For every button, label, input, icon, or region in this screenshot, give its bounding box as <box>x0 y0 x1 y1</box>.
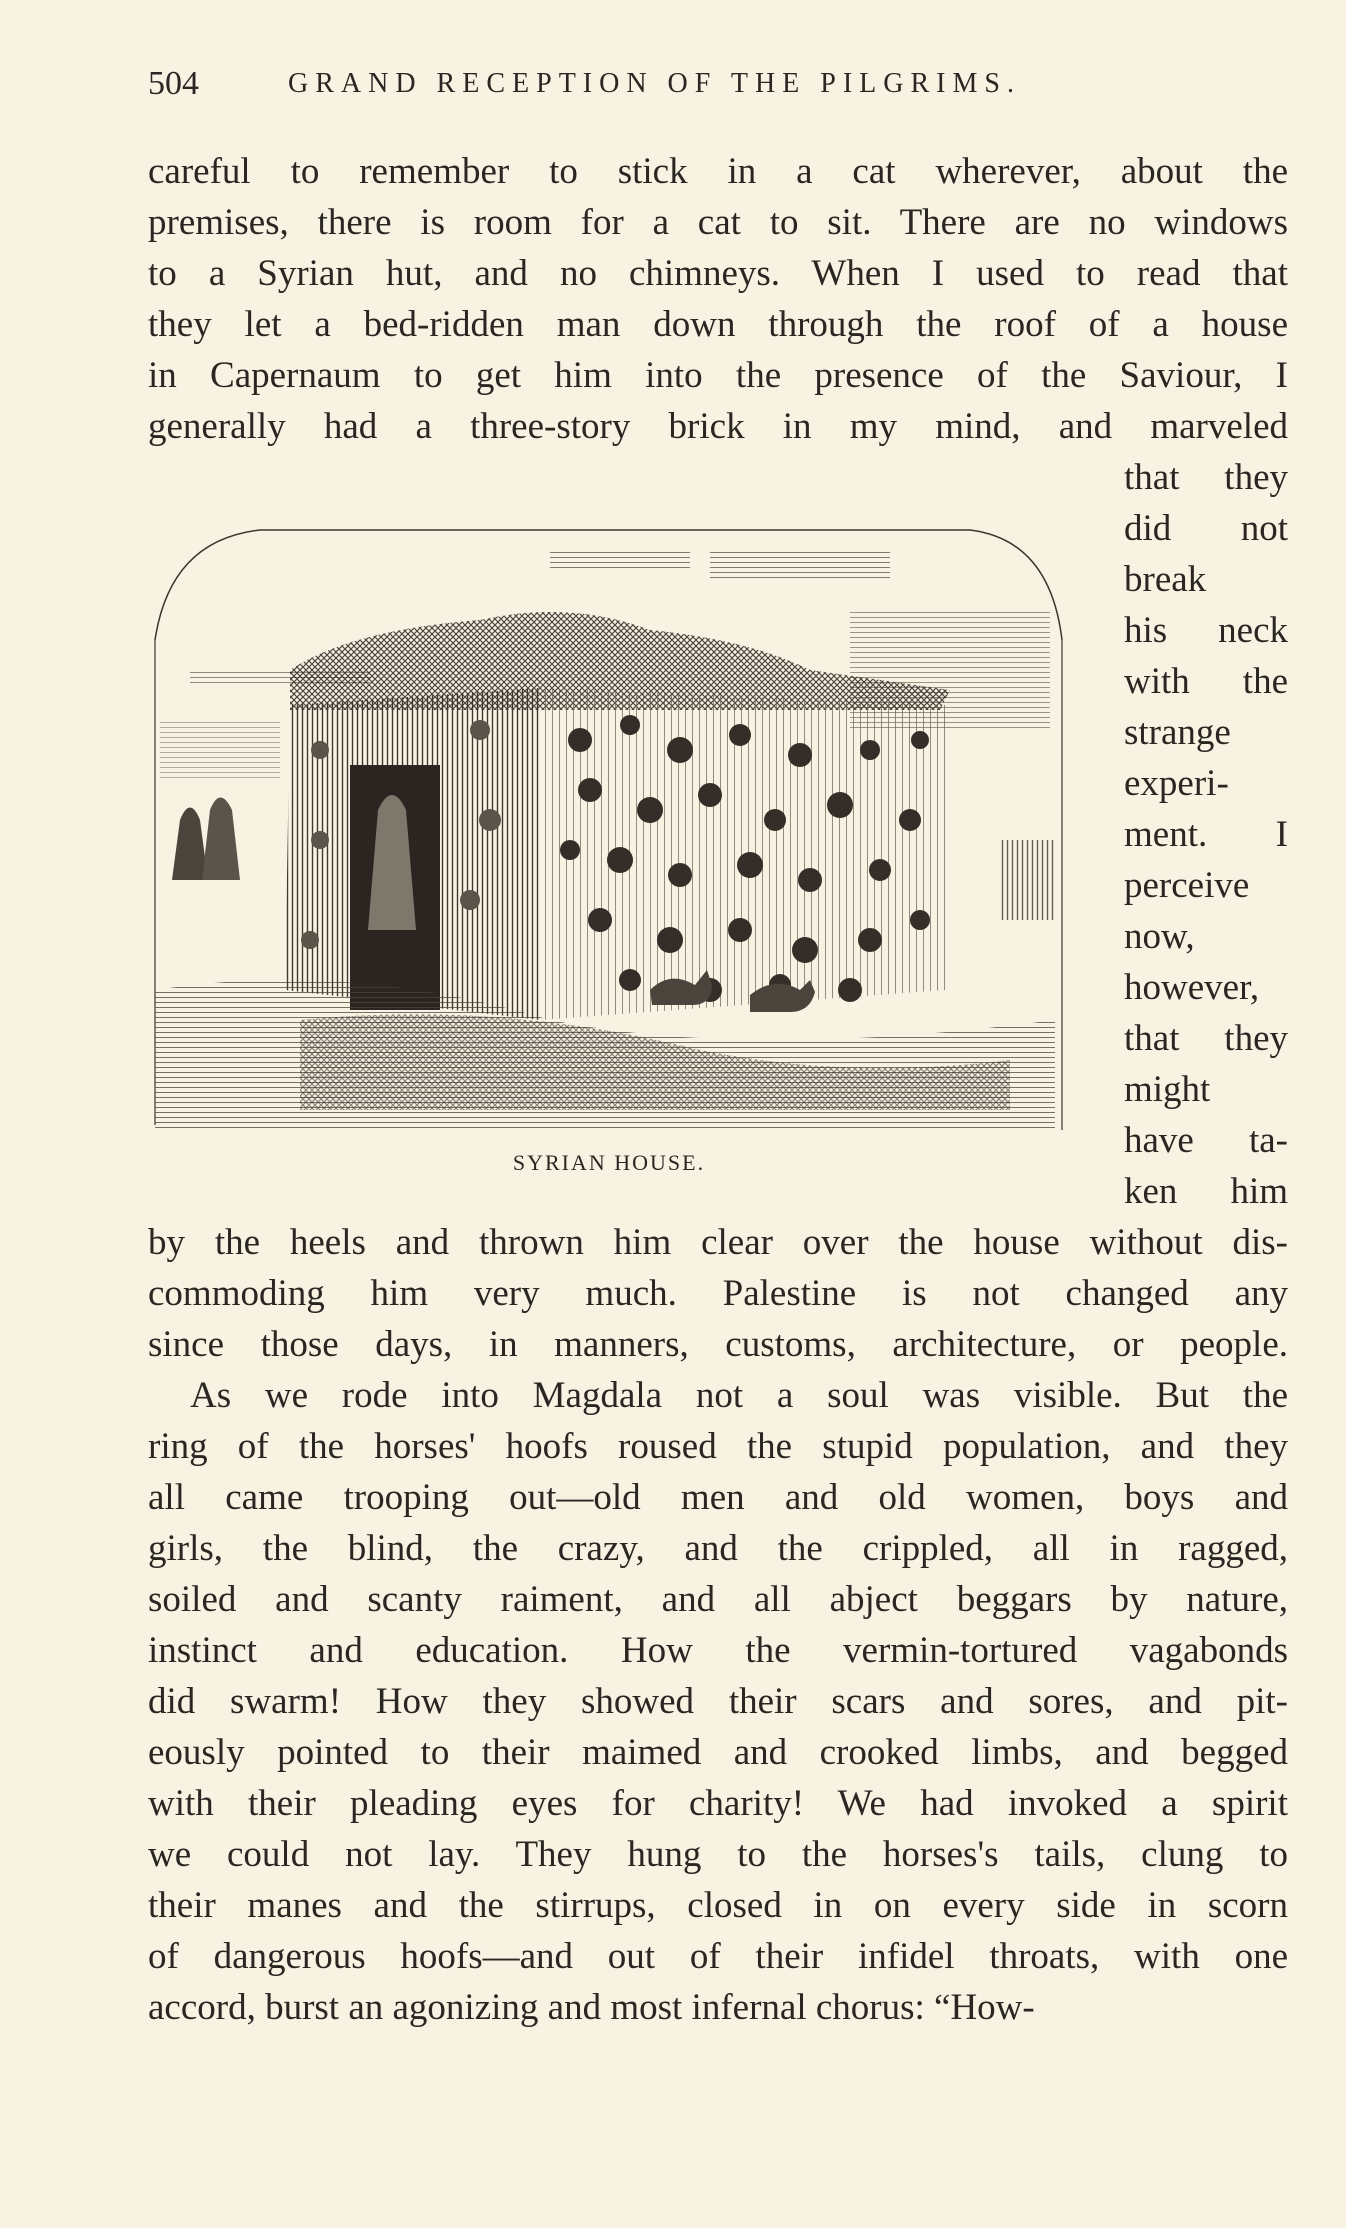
side-text-line: did not <box>1124 508 1288 549</box>
figure-caption: SYRIAN HOUSE. <box>512 1150 706 1175</box>
text-line: since those days, in manners, customs, architecture, or people. <box>148 1324 1288 1365</box>
text-line: all came trooping out—old men and old women, boys and <box>148 1477 1288 1518</box>
syrian-house-illustration <box>150 520 1068 1140</box>
text-line: instinct and education. How the vermin-tortured vagabonds <box>148 1630 1288 1671</box>
text-line: we could not lay. They hung to the horses's tails, clung to <box>148 1834 1288 1875</box>
text-line: commoding him very much. Palestine is not changed any <box>148 1273 1288 1314</box>
side-text-line: that they <box>1124 1018 1288 1059</box>
side-text-line: strange <box>1124 712 1231 753</box>
side-text-line: his neck <box>1124 610 1288 651</box>
text-line: did swarm! How they showed their scars and sores, and pit- <box>148 1681 1288 1722</box>
text-line: of dangerous hoofs—and out of their infidel throats, with one <box>148 1936 1288 1977</box>
text-line: generally had a three-story brick in my mind, and marveled <box>148 406 1288 447</box>
text-line: eously pointed to their maimed and crooked limbs, and begged <box>148 1732 1288 1773</box>
side-text-line: perceive <box>1124 865 1250 906</box>
page-header <box>148 62 1288 106</box>
side-text-line: experi- <box>1124 763 1229 804</box>
side-text-line: have ta- <box>1124 1120 1288 1161</box>
running-head: GRAND RECEPTION OF THE PILGRIMS. <box>288 68 1021 99</box>
text-line: ring of the horses' hoofs roused the stupid population, and they <box>148 1426 1288 1467</box>
engraving-drawing <box>150 520 1068 1140</box>
text-line: by the heels and thrown him clear over the house without dis- <box>148 1222 1288 1263</box>
text-line: careful to remember to stick in a cat wherever, about the <box>148 151 1288 192</box>
text-line: they let a bed-ridden man down through the roof of a house <box>148 304 1288 345</box>
text-line: in Capernaum to get him into the presence of the Saviour, I <box>148 355 1288 396</box>
side-text-line: might <box>1124 1069 1211 1110</box>
side-text-line: however, <box>1124 967 1260 1008</box>
page-number: 504 <box>148 65 199 102</box>
side-text-line: with the <box>1124 661 1288 702</box>
side-text-line: break <box>1124 559 1207 600</box>
side-text-line: that they <box>1124 457 1288 498</box>
side-text-line: now, <box>1124 916 1195 957</box>
text-line: soiled and scanty raiment, and all abject beggars by nature, <box>148 1579 1288 1620</box>
text-line: girls, the blind, the crazy, and the crippled, all in ragged, <box>148 1528 1288 1569</box>
text-line: with their pleading eyes for charity! We had invoked a spirit <box>148 1783 1288 1824</box>
paragraph-start-line: As we rode into Magdala not a soul was visible. But the <box>190 1375 1288 1416</box>
text-line: premises, there is room for a cat to sit. There are no windows <box>148 202 1288 243</box>
side-text-line: ment. I <box>1124 814 1288 855</box>
text-line: accord, burst an agonizing and most infernal chorus: “How- <box>148 1987 1035 2028</box>
text-line: their manes and the stirrups, closed in on every side in scorn <box>148 1885 1288 1926</box>
side-text-line: ken him <box>1124 1171 1288 1212</box>
text-line: to a Syrian hut, and no chimneys. When I used to read that <box>148 253 1288 294</box>
